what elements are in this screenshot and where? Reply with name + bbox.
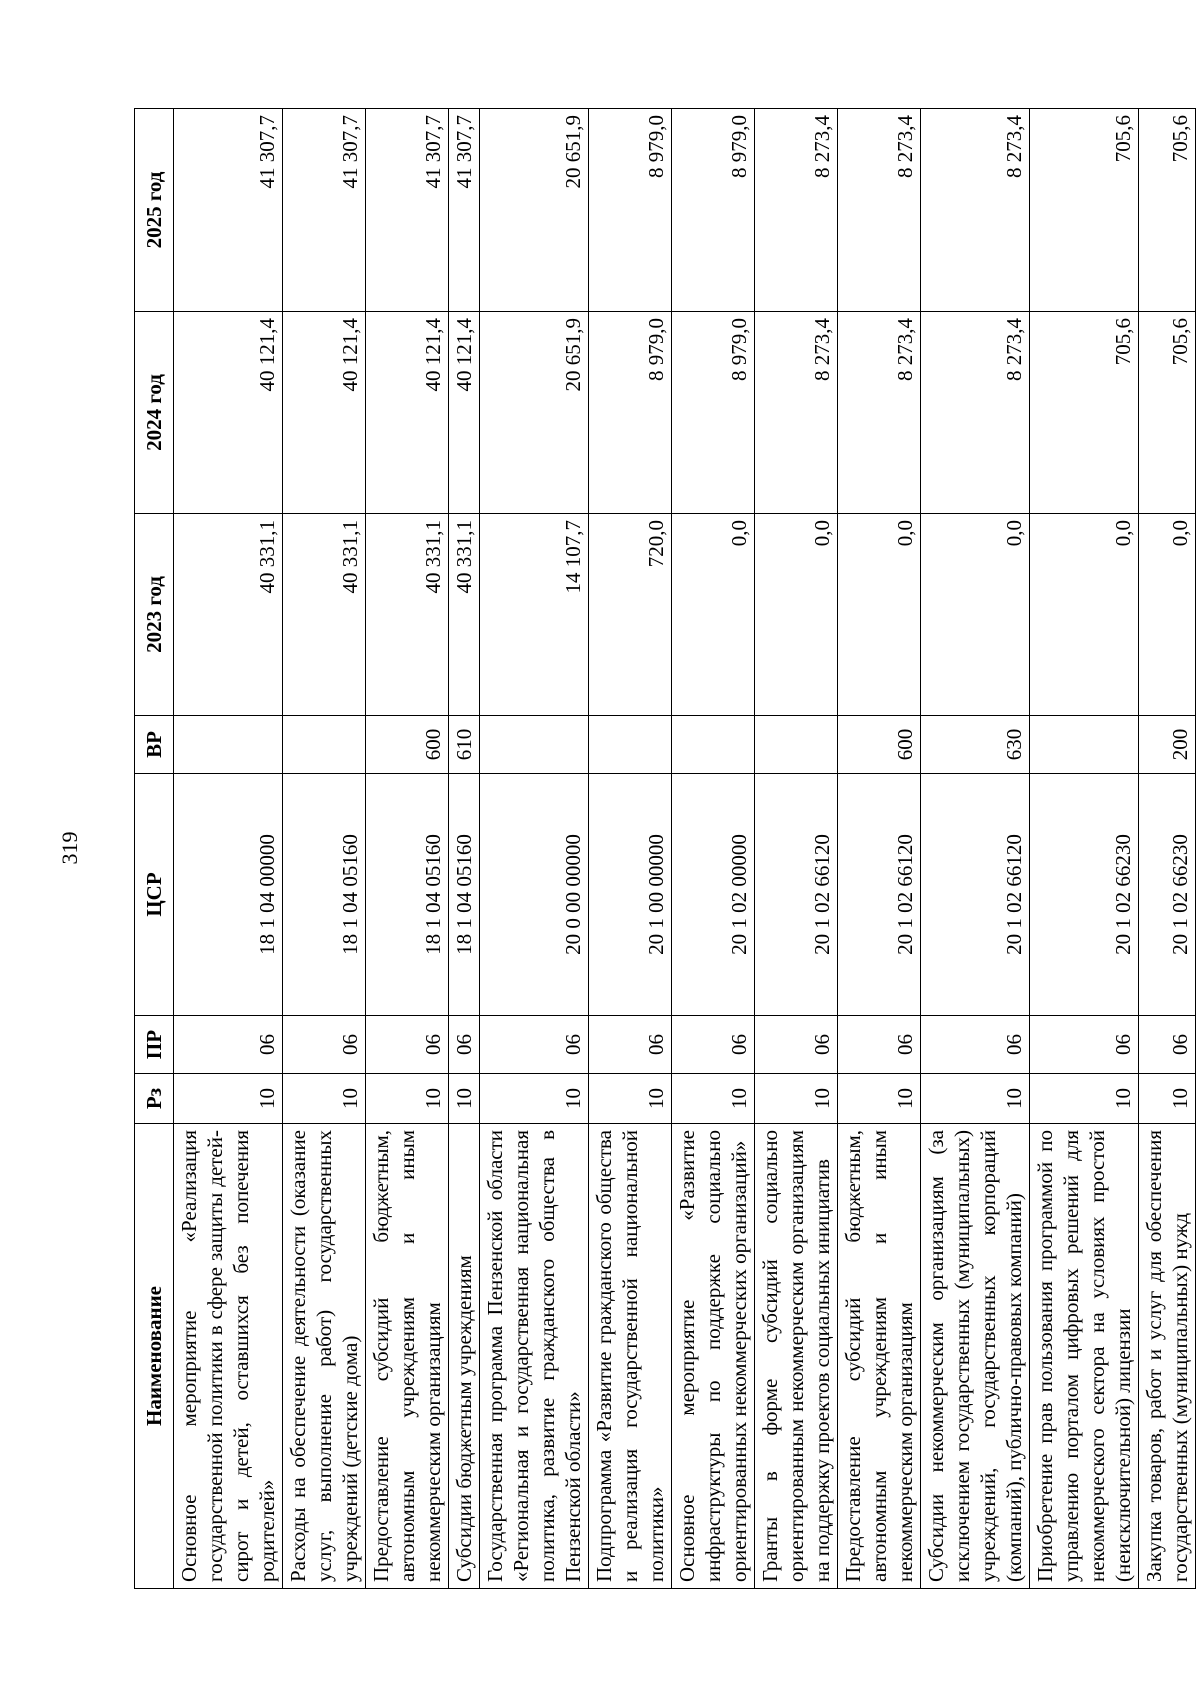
table-cell-2024: 40 121,4 bbox=[449, 312, 480, 514]
table-cell-2024: 40 121,4 bbox=[366, 312, 449, 514]
table-cell-name: Основное мероприятие «Реализация государственной политики в сфере защиты детей-сирот и детей, оставшихся без попечения родителей» bbox=[174, 1124, 283, 1589]
table-cell-csr: 20 1 02 66120 bbox=[755, 774, 838, 1016]
table-cell-rz: 10 bbox=[589, 1074, 672, 1124]
table-cell-rz: 10 bbox=[449, 1074, 480, 1124]
table-cell-csr: 20 1 02 66230 bbox=[1030, 774, 1139, 1016]
table-cell-pr: 06 bbox=[480, 1016, 589, 1074]
table-cell-vr bbox=[755, 716, 838, 774]
table-cell-2025: 41 307,7 bbox=[449, 109, 480, 312]
table-cell-vr bbox=[672, 716, 755, 774]
table-cell-2024: 8 979,0 bbox=[672, 312, 755, 514]
table-cell-2024: 705,6 bbox=[1139, 312, 1196, 514]
table-cell-rz: 10 bbox=[1030, 1074, 1139, 1124]
table-body bbox=[174, 109, 1196, 1589]
table-row bbox=[589, 109, 672, 1589]
table-cell-2023: 40 331,1 bbox=[366, 514, 449, 716]
table-cell-pr: 06 bbox=[174, 1016, 283, 1074]
header-vr: ВР bbox=[135, 716, 174, 774]
table-cell-2025: 8 979,0 bbox=[589, 109, 672, 312]
table-cell-name: Субсидии некоммерческим организациям (за исключением государственных (муниципальных) учреждений, государственных корпораций (компаний), публично-правовых компаний) bbox=[921, 1124, 1030, 1589]
table-cell-name: Приобретение прав пользования программой по управлению порталом цифровых решений для некоммерческого сектора на условиях простой (неисключительной) лицензии bbox=[1030, 1124, 1139, 1589]
table-cell-csr: 18 1 04 05160 bbox=[449, 774, 480, 1016]
table-cell-rz: 10 bbox=[480, 1074, 589, 1124]
table-cell-vr bbox=[174, 716, 283, 774]
table-cell-csr: 20 1 02 00000 bbox=[672, 774, 755, 1016]
table-cell-2025: 8 273,4 bbox=[921, 109, 1030, 312]
table-cell-pr: 06 bbox=[921, 1016, 1030, 1074]
table-cell-vr: 600 bbox=[366, 716, 449, 774]
table-cell-csr: 20 0 00 00000 bbox=[480, 774, 589, 1016]
table-cell-csr: 18 1 04 05160 bbox=[366, 774, 449, 1016]
table-cell-name: Предоставление субсидий бюджетным, автономным учреждениям и иным некоммерческим организациям bbox=[838, 1124, 921, 1589]
table-cell-pr: 06 bbox=[449, 1016, 480, 1074]
table-cell-csr: 18 1 04 00000 bbox=[174, 774, 283, 1016]
table-cell-name: Субсидии бюджетным учреждениям bbox=[449, 1124, 480, 1589]
header-2023: 2023 год bbox=[135, 514, 174, 716]
table-row bbox=[449, 109, 480, 1589]
table-cell-vr: 610 bbox=[449, 716, 480, 774]
table-cell-2023: 0,0 bbox=[1139, 514, 1196, 716]
table-cell-2024: 8 979,0 bbox=[589, 312, 672, 514]
table-cell-2024: 8 273,4 bbox=[755, 312, 838, 514]
page-number: 319 bbox=[57, 831, 82, 865]
table-cell-2024: 40 121,4 bbox=[283, 312, 366, 514]
table-cell-2023: 0,0 bbox=[921, 514, 1030, 716]
table-row bbox=[755, 109, 838, 1589]
table-cell-csr: 18 1 04 05160 bbox=[283, 774, 366, 1016]
table-cell-2025: 8 979,0 bbox=[672, 109, 755, 312]
table-cell-vr bbox=[1030, 716, 1139, 774]
table-frame bbox=[134, 109, 1192, 1589]
table-cell-pr: 06 bbox=[838, 1016, 921, 1074]
table-row bbox=[283, 109, 366, 1589]
table-cell-2023: 14 107,7 bbox=[480, 514, 589, 716]
table-cell-csr: 20 1 02 66120 bbox=[921, 774, 1030, 1016]
table-cell-2023: 40 331,1 bbox=[449, 514, 480, 716]
table-cell-rz: 10 bbox=[174, 1074, 283, 1124]
header-2025: 2025 год bbox=[135, 109, 174, 312]
table-cell-2024: 8 273,4 bbox=[838, 312, 921, 514]
table-cell-name: Закупка товаров, работ и услуг для обеспечения государственных (муниципальных) нужд bbox=[1139, 1124, 1196, 1589]
table-cell-rz: 10 bbox=[838, 1074, 921, 1124]
header-pr: ПР bbox=[135, 1016, 174, 1074]
table-cell-pr: 06 bbox=[589, 1016, 672, 1074]
table-row bbox=[480, 109, 589, 1589]
table-cell-rz: 10 bbox=[1139, 1074, 1196, 1124]
table-cell-rz: 10 bbox=[672, 1074, 755, 1124]
table-row bbox=[921, 109, 1030, 1589]
table-cell-name: Основное мероприятие «Развитие инфраструктуры по поддержке социально ориентированных некоммерческих организаций» bbox=[672, 1124, 755, 1589]
table-cell-pr: 06 bbox=[1139, 1016, 1196, 1074]
table-cell-2023: 0,0 bbox=[672, 514, 755, 716]
table-row bbox=[1030, 109, 1139, 1589]
table-cell-vr: 200 bbox=[1139, 716, 1196, 774]
table-cell-name: Предоставление субсидий бюджетным, автономным учреждениям и иным некоммерческим организациям bbox=[366, 1124, 449, 1589]
table-cell-vr bbox=[589, 716, 672, 774]
table-cell-2024: 8 273,4 bbox=[921, 312, 1030, 514]
table-cell-vr bbox=[283, 716, 366, 774]
table-cell-name: Расходы на обеспечение деятельности (оказание услуг, выполнение работ) государственных учреждений (детские дома) bbox=[283, 1124, 366, 1589]
table-row bbox=[838, 109, 921, 1589]
table-cell-2025: 8 273,4 bbox=[838, 109, 921, 312]
table-cell-pr: 06 bbox=[755, 1016, 838, 1074]
table-cell-2024: 40 121,4 bbox=[174, 312, 283, 514]
table-row bbox=[366, 109, 449, 1589]
rotated-table-wrapper bbox=[134, 109, 1192, 1589]
table-cell-2024: 705,6 bbox=[1030, 312, 1139, 514]
table-cell-2023: 720,0 bbox=[589, 514, 672, 716]
table-cell-name: Гранты в форме субсидий социально ориентированным некоммерческим организациям на поддержку проектов социальных инициатив bbox=[755, 1124, 838, 1589]
table-cell-rz: 10 bbox=[921, 1074, 1030, 1124]
table-row bbox=[1139, 109, 1196, 1589]
header-csr: ЦСР bbox=[135, 774, 174, 1016]
table-cell-rz: 10 bbox=[755, 1074, 838, 1124]
table-cell-vr bbox=[480, 716, 589, 774]
table-cell-2023: 0,0 bbox=[755, 514, 838, 716]
table-header-row bbox=[135, 109, 174, 1589]
table-cell-vr: 630 bbox=[921, 716, 1030, 774]
table-cell-csr: 20 1 02 66120 bbox=[838, 774, 921, 1016]
table-row bbox=[672, 109, 755, 1589]
table-cell-csr: 20 1 02 66230 bbox=[1139, 774, 1196, 1016]
table-cell-rz: 10 bbox=[366, 1074, 449, 1124]
header-2024: 2024 год bbox=[135, 312, 174, 514]
table-cell-2025: 41 307,7 bbox=[366, 109, 449, 312]
table-cell-2025: 41 307,7 bbox=[283, 109, 366, 312]
table-cell-2025: 705,6 bbox=[1139, 109, 1196, 312]
table-cell-pr: 06 bbox=[366, 1016, 449, 1074]
table-cell-2025: 8 273,4 bbox=[755, 109, 838, 312]
table-cell-csr: 20 1 00 00000 bbox=[589, 774, 672, 1016]
table-cell-name: Подпрограмма «Развитие гражданского общества и реализация государственной национальной политики» bbox=[589, 1124, 672, 1589]
table-cell-2025: 41 307,7 bbox=[174, 109, 283, 312]
table-cell-pr: 06 bbox=[1030, 1016, 1139, 1074]
table-cell-2023: 0,0 bbox=[838, 514, 921, 716]
budget-table bbox=[134, 108, 1196, 1589]
table-cell-2023: 40 331,1 bbox=[283, 514, 366, 716]
table-cell-2023: 0,0 bbox=[1030, 514, 1139, 716]
table-cell-2025: 20 651,9 bbox=[480, 109, 589, 312]
table-cell-pr: 06 bbox=[283, 1016, 366, 1074]
table-cell-2023: 40 331,1 bbox=[174, 514, 283, 716]
table-cell-name: Государственная программа Пензенской области «Региональная и государственная национальная политика, развитие гражданского общества в Пензенской области» bbox=[480, 1124, 589, 1589]
header-name: Наименование bbox=[135, 1124, 174, 1589]
table-cell-2025: 705,6 bbox=[1030, 109, 1139, 312]
table-cell-rz: 10 bbox=[283, 1074, 366, 1124]
table-cell-2024: 20 651,9 bbox=[480, 312, 589, 514]
header-rz: Рз bbox=[135, 1074, 174, 1124]
table-row bbox=[174, 109, 283, 1589]
table-cell-pr: 06 bbox=[672, 1016, 755, 1074]
table-cell-vr: 600 bbox=[838, 716, 921, 774]
